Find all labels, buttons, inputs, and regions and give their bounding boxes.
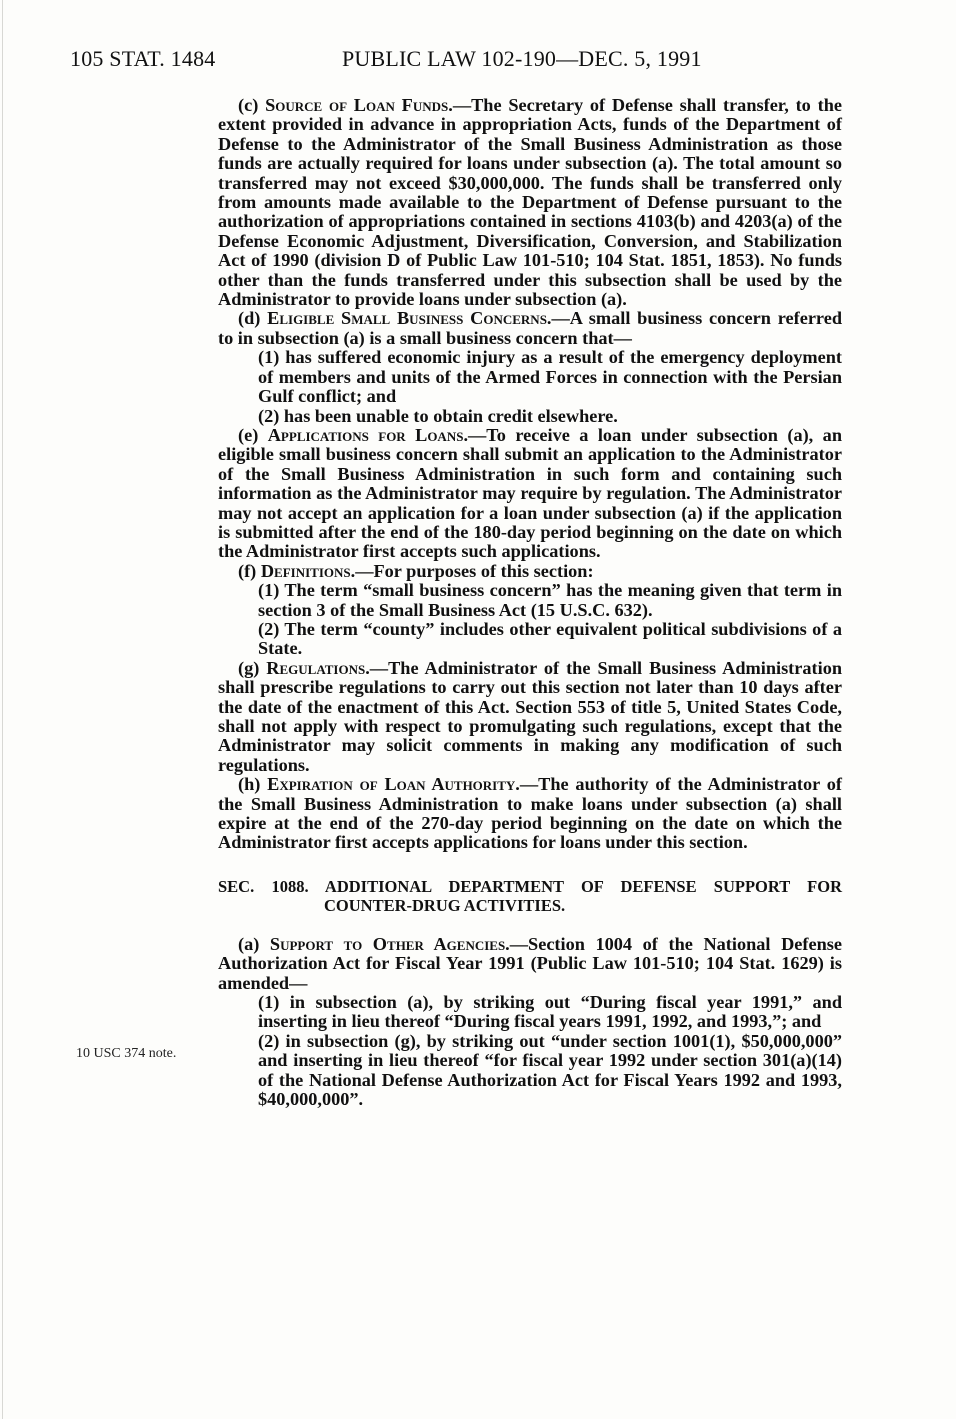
subsection-d (218, 309, 842, 348)
subsection-f-label: (f) (238, 560, 261, 581)
sec1088-a-item-1 (218, 993, 842, 1032)
subsection-e-heading: Applications for Loans. (267, 424, 469, 445)
item-text: (2) has been unable to obtain credit elsewhere. (258, 405, 618, 426)
subsection-f-item-2 (218, 620, 842, 659)
page-edge-rule (2, 0, 3, 1419)
item-text: (1) The term “small business concern” has the meaning given that term in section 3 of the Small Business Act (15 U.S.C. 632). (258, 580, 842, 620)
sec1088-a-text: —Section 1004 of the National Defense Authorization Act for Fiscal Year 1991 (Public Law 101-510; 104 Stat. 1629) is amended— (218, 933, 842, 993)
subsection-f-item-1 (218, 581, 842, 620)
sec1088-a-heading: Support to Other Agencies. (269, 933, 510, 954)
subsection-f (218, 562, 842, 581)
section-heading-line-1: SEC. 1088. ADDITIONAL DEPARTMENT OF DEFENSE SUPPORT FOR (218, 876, 842, 896)
subsection-c (218, 96, 842, 309)
subsection-h-label: (h) (238, 774, 268, 795)
item-text: (1) in subsection (a), by striking out “During fiscal year 1991,” and inserting in lieu thereof “During fiscal years 1991, 1992, and 1993,”; and (258, 992, 842, 1032)
subsection-g (218, 659, 842, 775)
section-heading-line-2: COUNTER-DRUG ACTIVITIES. (324, 895, 566, 915)
sec1088-subsection-a (218, 935, 842, 993)
statute-body (218, 96, 842, 1110)
subsection-d-text: —A small business concern referred to in subsection (a) is a small business concern that— (218, 308, 842, 348)
subsection-g-label: (g) (238, 657, 267, 678)
subsection-g-text: —The Administrator of the Small Business Administration shall prescribe regulations to carry out this section not later than 10 days after the date of the enactment of this Act. Section 553 of title 5, United States Code, shall not apply with respect to promulgating such regulations, except that the Administrator may solicit comments in making any modification of such regulations. (218, 657, 842, 775)
subsection-d-heading: Eligible Small Business Concerns. (267, 308, 552, 329)
subsection-d-item-2 (218, 407, 842, 426)
subsection-c-text: —The Secretary of Defense shall transfer, to the extent provided in advance in appropriation Acts, funds of the Department of Defense to the Administrator of the Small Business Administration as those funds are actually required for loans under subsection (a). The total amount so transferred may not exceed $30,000,000. The funds shall be transferred only from amounts made available to the Department of Defense pursuant to the authorization of appropriations contained in sections 4103(b) and 4203(a) of the Defense Economic Adjustment, Diversification, Conversion, and Stabilization Act of 1990 (division D of Public Law 101-510; 104 Stat. 1851, 1853). No funds other than the funds transferred under this subsection shall be used by the Administrator to provide loans under subsection (a). (218, 95, 842, 310)
subsection-e-label: (e) (238, 424, 268, 445)
item-text: (2) The term “county” includes other equivalent political subdivisions of a State. (258, 618, 842, 659)
subsection-f-text: —For purposes of this section: (355, 560, 594, 581)
sec1088-a-item-2 (218, 1032, 842, 1110)
subsection-h-heading: Expiration of Loan Authority. (267, 774, 520, 795)
subsection-h (218, 775, 842, 853)
item-text: (1) has suffered economic injury as a result of the emergency deployment of members and units of the Armed Forces in connection with the Persian Gulf conflict; and (258, 347, 842, 407)
running-head (70, 46, 870, 76)
subsection-h-text: —The authority of the Administrator of the Small Business Administration to make loans under subsection (a) shall expire at the end of the 270-day period beginning on the date on which the Administrator first accepts applications for loans under this section. (218, 774, 842, 853)
subsection-f-heading: Definitions. (260, 560, 356, 581)
subsection-c-heading: Source of Loan Funds. (265, 95, 453, 115)
subsection-d-label: (d) (238, 308, 268, 329)
public-law-citation: PUBLIC LAW 102-190—DEC. 5, 1991 (342, 46, 702, 71)
section-1088-heading (218, 877, 842, 915)
subsection-d-item-1 (218, 348, 842, 406)
margin-note-usc: 10 USC 374 note. (76, 1046, 177, 1061)
item-text: (2) in subsection (g), by striking out “under section 1001(1), $50,000,000” and inserting in lieu thereof “for fiscal year 1992 under section 301(a)(14) of the National Defense Authorization Act for Fiscal Years 1992 and 1993, $40,000,000”. (258, 1030, 842, 1110)
sec1088-a-label: (a) (238, 933, 270, 954)
subsection-c-label: (c) (238, 95, 266, 115)
stat-page-number: 105 STAT. 1484 (70, 46, 216, 71)
subsection-g-heading: Regulations. (266, 657, 370, 678)
subsection-e (218, 426, 842, 562)
subsection-e-text: —To receive a loan under subsection (a), an eligible small business concern shall submit an application to the Administrator of the Small Business Administration in such form and containing such information as the Administrator may require by regulation. The Administrator may not accept an application for a loan under subsection (a) if the application is submitted after the end of the 180-day period beginning on the date on which the Administrator first accepts such applications. (218, 424, 842, 562)
